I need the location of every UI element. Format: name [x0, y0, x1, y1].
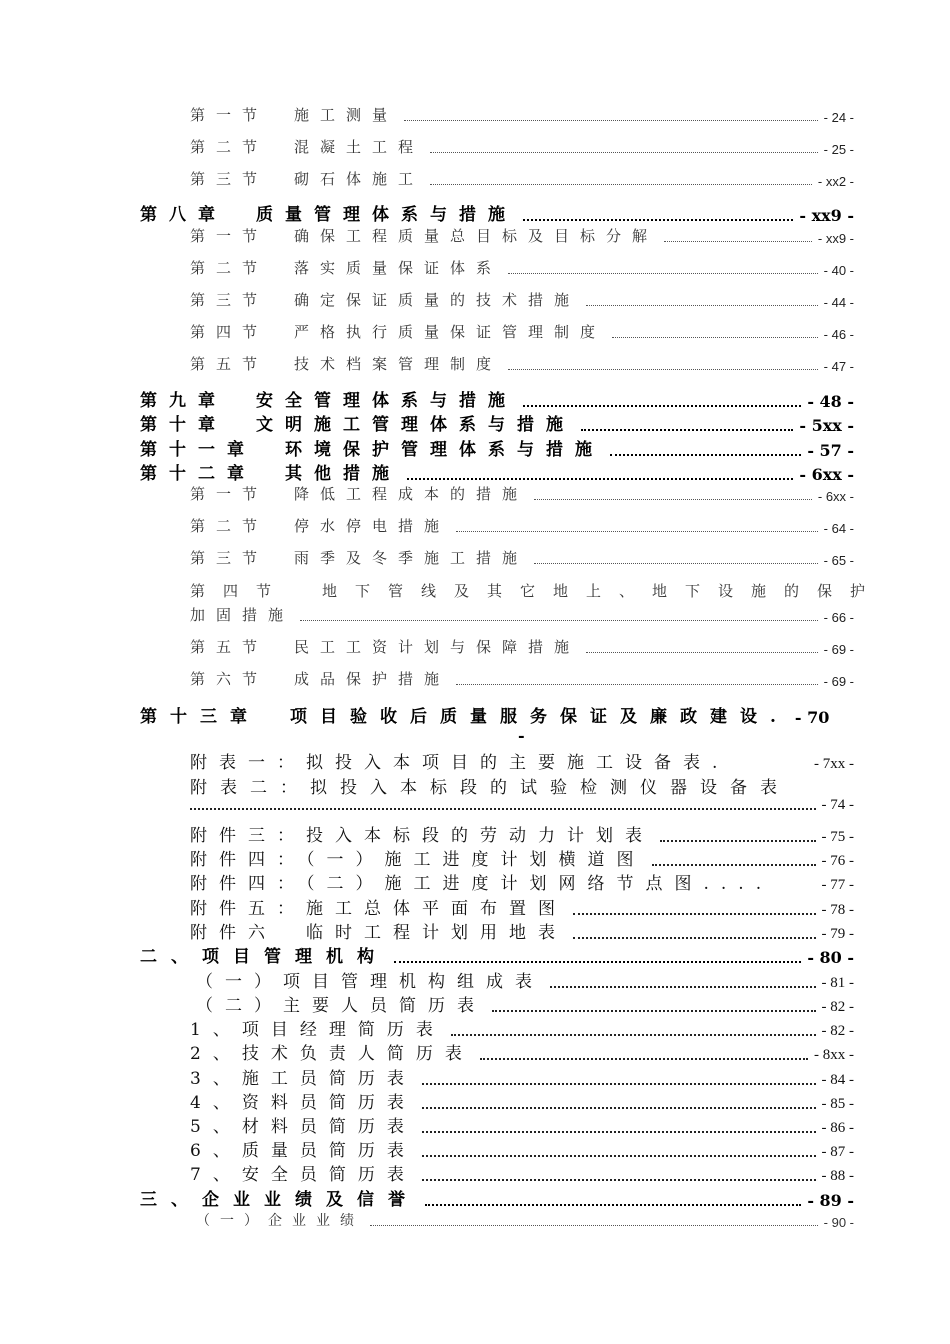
toc-chapter[interactable] — [140, 386, 854, 411]
toc-entry-title: 第八章 质量管理体系与措施 — [140, 205, 517, 225]
toc-entry-title: 第一节 确保工程质量总目标及目标分解 — [190, 227, 659, 245]
toc-leader — [573, 937, 816, 939]
toc-entry[interactable] — [190, 168, 854, 189]
toc-entry-title: （二）主要人员简历表 — [196, 996, 486, 1016]
toc-entry-title: 2、技术负责人简历表 — [190, 1044, 474, 1064]
toc-leader — [586, 652, 818, 653]
toc-leader — [407, 478, 793, 480]
toc-chapter[interactable] — [140, 1185, 854, 1210]
toc-entry[interactable] — [190, 1160, 854, 1185]
toc-entry-page: - 8xx - — [814, 1047, 854, 1063]
toc-entry-page: - 89 - — [807, 1191, 854, 1210]
toc-leader — [508, 369, 818, 370]
toc-leader — [664, 241, 812, 242]
toc-entry-title: 第三节 砌石体施工 — [190, 170, 425, 188]
toc-entry-title: 第十二章 其他措施 — [140, 464, 401, 484]
toc-leader — [422, 1179, 816, 1181]
toc-leader — [451, 1034, 816, 1036]
toc-entry-page: - 82 - — [821, 999, 854, 1015]
toc-entry-page: - 77 - — [821, 877, 854, 893]
toc-entry-title: 第三节 雨季及冬季施工措施 — [190, 549, 529, 567]
toc-leader — [425, 1204, 801, 1206]
toc-leader — [456, 531, 818, 532]
toc-attachment[interactable] — [190, 748, 854, 773]
toc-entry-line2[interactable] — [190, 604, 854, 625]
toc-entry-page: - 57 - — [807, 441, 854, 460]
toc-leader — [394, 961, 801, 963]
toc-entry-title: 二、项目管理机构 — [140, 947, 388, 967]
toc-entry-title: 第三节 确定保证质量的技术措施 — [190, 291, 581, 309]
toc-entry-page: - 90 - — [823, 1215, 854, 1230]
toc-leader — [586, 305, 818, 306]
toc-leader — [422, 1131, 816, 1133]
toc-leader — [534, 499, 812, 500]
toc-entry[interactable] — [190, 1136, 854, 1161]
toc-leader — [456, 684, 818, 685]
toc-entry-page: - 47 - — [823, 359, 854, 374]
toc-leader — [300, 620, 818, 621]
toc-entry-page: - 70 — [794, 708, 830, 727]
toc-entry-page: - 88 - — [821, 1168, 854, 1184]
toc-entry-page: - 78 - — [821, 902, 854, 918]
toc-entry[interactable] — [190, 104, 854, 125]
toc-entry-title: 第四节 严格执行质量保证管理制度 — [190, 323, 607, 341]
toc-entry-page: - 44 - — [823, 295, 854, 310]
toc-entry[interactable] — [190, 1112, 854, 1137]
toc-entry[interactable] — [190, 136, 854, 157]
toc-entry-title: 第五节 民工工资计划与保障措施 — [190, 638, 581, 656]
toc-entry-page: - 75 - — [821, 829, 854, 845]
toc-entry[interactable] — [190, 547, 854, 568]
toc-entry-title: 第二节 混凝土工程 — [190, 138, 425, 156]
toc-page-tail: - — [518, 726, 525, 745]
toc-leader — [430, 152, 818, 153]
toc-entry-page: - 64 - — [823, 521, 854, 536]
toc-entry-title: 第一节 降低工程成本的措施 — [190, 485, 529, 503]
toc-entry-page: - 24 - — [823, 110, 854, 125]
toc-entry-title: 附表一：拟投入本项目的主要施工设备表. — [190, 753, 730, 773]
toc-entry[interactable] — [190, 668, 854, 689]
toc-attachment[interactable] — [190, 894, 854, 919]
toc-entry-page: - 85 - — [821, 1096, 854, 1112]
toc-entry[interactable] — [190, 289, 854, 310]
toc-chapter[interactable] — [140, 942, 854, 967]
toc-chapter[interactable] — [140, 702, 864, 727]
toc-entry[interactable] — [190, 636, 854, 657]
toc-leader — [523, 405, 801, 407]
toc-chapter[interactable] — [140, 435, 854, 460]
toc-leader — [480, 1058, 808, 1060]
toc-entry[interactable] — [196, 967, 854, 992]
toc-entry-title: 附表二：拟投入本标段的试验检测仪器设备表 — [190, 778, 790, 798]
toc-leader — [550, 986, 816, 988]
toc-entry-page: - 84 - — [821, 1072, 854, 1088]
toc-leader — [422, 1155, 816, 1157]
toc-attachment[interactable] — [190, 918, 854, 943]
toc-attachment-line2[interactable] — [190, 797, 854, 814]
toc-entry[interactable] — [190, 1015, 854, 1040]
toc-leader — [404, 120, 818, 121]
toc-entry-title: 第二节 停水停电措施 — [190, 517, 451, 535]
toc-leader — [190, 808, 816, 810]
toc-entry-page: - 76 - — [821, 853, 854, 869]
toc-entry[interactable] — [190, 225, 854, 246]
toc-leader — [581, 429, 793, 431]
toc-chapter[interactable] — [140, 410, 854, 435]
toc-entry-title: 1、项目经理简历表 — [190, 1020, 445, 1040]
toc-entry[interactable] — [190, 1064, 854, 1089]
toc-entry-title: 第二节 落实质量保证体系 — [190, 259, 503, 277]
toc-entry-title: 第一节 施工测量 — [190, 106, 399, 124]
toc-leader — [652, 864, 816, 866]
toc-entry-page: - 87 - — [821, 1144, 854, 1160]
toc-entry-title: 附件四：（二）施工进度计划网络节点图.... — [190, 874, 774, 894]
toc-entry[interactable] — [190, 257, 854, 278]
toc-leader — [422, 1083, 816, 1085]
toc-entry-title: 第四节 地下管线及其它地上、地下设施的保护 — [190, 582, 884, 600]
toc-entry[interactable] — [190, 483, 854, 504]
toc-chapter[interactable] — [140, 200, 854, 225]
toc-entry-title: 第十一章 环境保护管理体系与措施 — [140, 440, 604, 460]
toc-entry[interactable] — [196, 991, 854, 1016]
toc-leader — [573, 913, 816, 915]
toc-entry-page: - 65 - — [823, 553, 854, 568]
toc-entry-page: - 81 - — [821, 975, 854, 991]
toc-entry[interactable] — [190, 353, 854, 374]
toc-chapter[interactable] — [140, 459, 854, 484]
toc-entry-title: 附件四：（一）施工进度计划横道图 — [190, 850, 646, 870]
toc-leader — [492, 1010, 816, 1012]
toc-entry-title: 4、资料员简历表 — [190, 1093, 416, 1113]
toc-entry-title: （一）项目管理机构组成表 — [196, 972, 544, 992]
toc-entry[interactable] — [190, 321, 854, 342]
toc-entry-page: - 79 - — [821, 926, 854, 942]
toc-entry-page: - 46 - — [823, 327, 854, 342]
toc-entry-page: - 69 - — [823, 642, 854, 657]
toc-entry-title: 5、材料员简历表 — [190, 1117, 416, 1137]
toc-leader — [612, 337, 818, 338]
toc-entry-page: - 69 - — [823, 674, 854, 689]
toc-entry-page: - xx9 - — [817, 231, 854, 246]
toc-entry-title: 第十三章 项目验收后质量服务保证及廉政建设. — [140, 707, 789, 727]
toc-attachment-line1[interactable] — [190, 773, 854, 798]
toc-entry-page: - xx2 - — [817, 174, 854, 189]
toc-entry-page: - 6xx - — [799, 465, 854, 484]
toc-entry-title: 6、质量员简历表 — [190, 1141, 416, 1161]
toc-leader — [523, 219, 793, 221]
toc-leader — [534, 563, 818, 564]
toc-entry-title: 三、企业业绩及信誉 — [140, 1190, 419, 1210]
toc-entry-page: - xx9 - — [799, 206, 854, 225]
toc-entry-page: - 40 - — [823, 263, 854, 278]
toc-leader — [508, 273, 818, 274]
toc-entry-title: 第五节 技术档案管理制度 — [190, 355, 503, 373]
toc-entry[interactable] — [190, 515, 854, 536]
toc-entry-title: 附件六 临时工程计划用地表 — [190, 923, 567, 943]
toc-entry-page: - 7xx - — [814, 756, 854, 772]
toc-entry-page: - 82 - — [821, 1023, 854, 1039]
toc-leader — [422, 1107, 816, 1109]
toc-leader — [430, 184, 812, 185]
toc-entry[interactable] — [190, 1088, 854, 1113]
toc-entry-title: 第六节 成品保护措施 — [190, 670, 451, 688]
toc-entry-page: - 66 - — [823, 610, 854, 625]
toc-entry-title: 第九章 安全管理体系与措施 — [140, 391, 517, 411]
toc-attachment[interactable] — [190, 845, 854, 870]
toc-entry-page: - 80 - — [807, 948, 854, 967]
toc-entry-title: （一）企业业绩 — [196, 1213, 364, 1229]
toc-entry-title-cont: 加固措施 — [190, 606, 295, 624]
toc-entry-title: 第十章 文明施工管理体系与措施 — [140, 415, 575, 435]
toc-entry-title: 附件五：施工总体平面布置图 — [190, 899, 567, 919]
toc-entry-page: - 5xx - — [799, 416, 854, 435]
toc-entry-page: - 25 - — [823, 142, 854, 157]
toc-entry-title: 7、安全员简历表 — [190, 1165, 416, 1185]
toc-leader — [660, 840, 816, 842]
toc-attachment[interactable] — [190, 821, 854, 846]
toc-entry-title: 3、施工员简历表 — [190, 1069, 416, 1089]
toc-entry-page: - 6xx - — [817, 489, 854, 504]
toc-leader — [370, 1225, 818, 1226]
toc-leader — [610, 454, 801, 456]
toc-entry-line1[interactable] — [190, 580, 884, 601]
toc-entry[interactable] — [196, 1210, 854, 1230]
toc-entry-page: - 86 - — [821, 1120, 854, 1136]
toc-attachment[interactable] — [190, 869, 854, 894]
toc-entry-page: - 48 - — [807, 392, 854, 411]
toc-entry-page: - 74 - — [821, 797, 854, 813]
toc-entry-title: 附件三：投入本标段的劳动力计划表 — [190, 826, 654, 846]
toc-entry[interactable] — [190, 1039, 854, 1064]
